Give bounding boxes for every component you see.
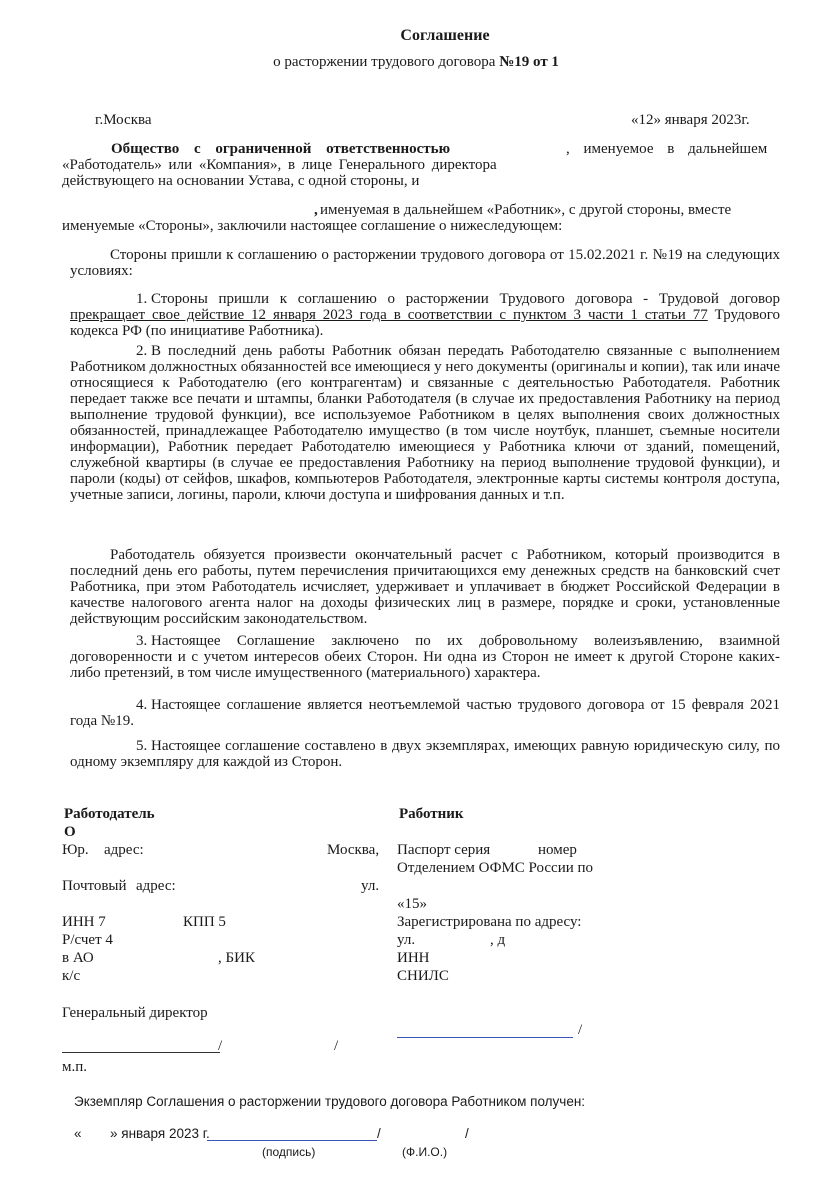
postal-address-label: Почтовый	[62, 878, 127, 894]
legal-address-word: адрес:	[104, 842, 144, 858]
receipt-slash-1: /	[377, 1126, 381, 1141]
subtitle-text: о расторжении трудового договора	[273, 54, 500, 70]
receipt-date-open: «	[74, 1126, 82, 1141]
clause-4	[70, 697, 780, 729]
employer-corr-account: к/с	[62, 968, 81, 984]
intro-line-2: «Работодатель» или «Компания», в лице Генерального директора	[62, 157, 497, 173]
employee-street: ул.	[397, 932, 416, 948]
employer-bank: в АО	[62, 950, 94, 966]
employer-account: Р/счет 4	[62, 932, 113, 948]
director-title: Генеральный директор	[62, 1005, 208, 1021]
clause-2-number: 2.	[136, 343, 148, 359]
employee-inn: ИНН	[397, 950, 430, 966]
clause-4-text: Настоящее соглашение является неотъемлемой частью трудового договора от 15 февраля 2021 года №19.	[70, 697, 780, 729]
employee-signature-line	[397, 1037, 573, 1038]
director-sign-slash-2: /	[334, 1038, 339, 1054]
clause-5-number: 5.	[136, 738, 148, 754]
clause-2	[70, 343, 780, 503]
intro-line-3: действующего на основании Устава, с одной стороны, и	[62, 173, 420, 189]
document-date: «12» января 2023г.	[631, 112, 750, 128]
clause-1	[70, 291, 780, 339]
registration-address: Зарегистрирована по адресу:	[397, 914, 582, 930]
stamp-place: м.п.	[62, 1059, 88, 1075]
employee-sign-slash: /	[578, 1022, 583, 1038]
clause-1-underlined: прекращает свое действие 12 января 2023 года в соответствии с пунктом 3 части 1 статьи 77	[70, 307, 708, 323]
clause-1-number: 1.	[136, 291, 148, 307]
employer-street: ул.	[361, 878, 380, 894]
receipt-signature-line	[207, 1140, 377, 1141]
company-after: , именуемое в дальнейшем	[566, 141, 768, 157]
clause-2-text: В последний день работы Работник обязан передать Работодателю связанные с выполнением Работником должностных обязанностей все имеющиеся у него документы (оригиналы и копии), так или иначе относящиеся к Работодателю (его контрагентам) и связанные с деятельностью Работодателя. Работник передает также все печати и штампы, бланки Работодателя (в случае их предоставления Работнику на период выполнение трудовой функции), все используемое Работником в целях выполнения своих должностных обязанностей, принадлежащее Работодателю имущество (в том числе ноутбук, планшет, съемные носители информации), Работник передает Работодателю имеющиеся у Работника ключи от зданий, помещений, служебной квартиры (в случае ее предоставления Работнику на период выполнение трудовой функции), и пароли (коды) от сейфов, шкафов, компьютеров Работодателя, электронные карты системы контроля доступа, учетные записи, логины, пароли, ключи доступа и шифрования данных и т.п.	[70, 343, 780, 503]
clause-1-text: Стороны пришли к соглашению о расторжении Трудового договора - Трудовой договор	[151, 291, 780, 307]
document-title: Соглашение	[400, 27, 490, 44]
legal-address-label: Юр.	[62, 842, 89, 858]
employer-kpp: КПП 5	[183, 914, 226, 930]
document-subtitle	[0, 54, 832, 70]
employee-name: ,	[314, 202, 318, 218]
clause-5	[70, 738, 780, 770]
employer-inn: ИНН 7	[62, 914, 106, 930]
receipt-slash-2: /	[465, 1126, 469, 1141]
signature-caption: (подпись)	[262, 1145, 316, 1159]
name-caption: (Ф.И.О.)	[402, 1145, 448, 1159]
employer-heading: Работодатель	[64, 806, 155, 822]
employee-house: , д	[490, 932, 506, 948]
company-name-bold: Общество с ограниченной ответственностью	[111, 141, 451, 157]
clause-1-tail: Трудового кодекса РФ (по инициативе Работника).	[70, 307, 780, 339]
postal-address-word: адрес:	[136, 878, 176, 894]
clause-4-number: 4.	[136, 697, 148, 713]
receipt-text: Экземпляр Соглашения о расторжении трудового договора Работником получен:	[74, 1094, 586, 1109]
director-signature-line	[62, 1052, 220, 1053]
director-sign-slash-1: /	[218, 1038, 223, 1054]
employer-city: Москва,	[327, 842, 380, 858]
employee-heading: Работник	[399, 806, 464, 822]
subtitle-number: №19 от 1	[499, 54, 559, 70]
passport-series: Паспорт серия	[397, 842, 491, 858]
passport-number: номер	[538, 842, 577, 858]
clause-5-text: Настоящее соглашение составлено в двух экземплярах, имеющих равную юридическую силу, по одному экземпляру для каждой из Сторон.	[70, 738, 780, 770]
receipt-date: » января 2023 г.	[110, 1126, 210, 1141]
passport-issue-date: «15»	[397, 896, 427, 912]
intro-line-4: именуемая в дальнейшем «Работник», с другой стороны, вместе	[320, 202, 732, 218]
preamble: Стороны пришли к соглашению о расторжении трудового договора от 15.02.2021 г. №19 на следующих условиях:	[70, 247, 780, 279]
employee-snils: СНИЛС	[397, 968, 449, 984]
employer-name-initial: О	[64, 824, 76, 840]
clause-3-number: 3.	[136, 633, 148, 649]
passport-issued-by: Отделением ОФМС России по	[397, 860, 594, 876]
payment-paragraph: Работодатель обязуется произвести окончательный расчет с Работником, который производится в последний день его работы, путем перечисления причитающихся ему денежных средств на банковский счет Работника, при этом Работодатель исчисляет, удерживает и уплачивает в бюджет Российской Федерации в качестве налогового агента налог на доходы физических лиц в размере, порядке и сроки, установленные действующим российским законодательством.	[70, 547, 780, 627]
intro-line-5: именуемые «Стороны», заключили настоящее соглашение о нижеследующем:	[62, 218, 563, 234]
employer-bik: , БИК	[218, 950, 255, 966]
clause-3-text: Настоящее Соглашение заключено по их добровольному волеизъявлению, взаимной договоренности и с учетом интересов обеих Сторон. Ни одна из Сторон не имеет к другой Стороне каких-либо претензий, в том числе имущественного (материального) характера.	[70, 633, 780, 681]
clause-3	[70, 633, 780, 681]
city: г.Москва	[95, 112, 152, 128]
